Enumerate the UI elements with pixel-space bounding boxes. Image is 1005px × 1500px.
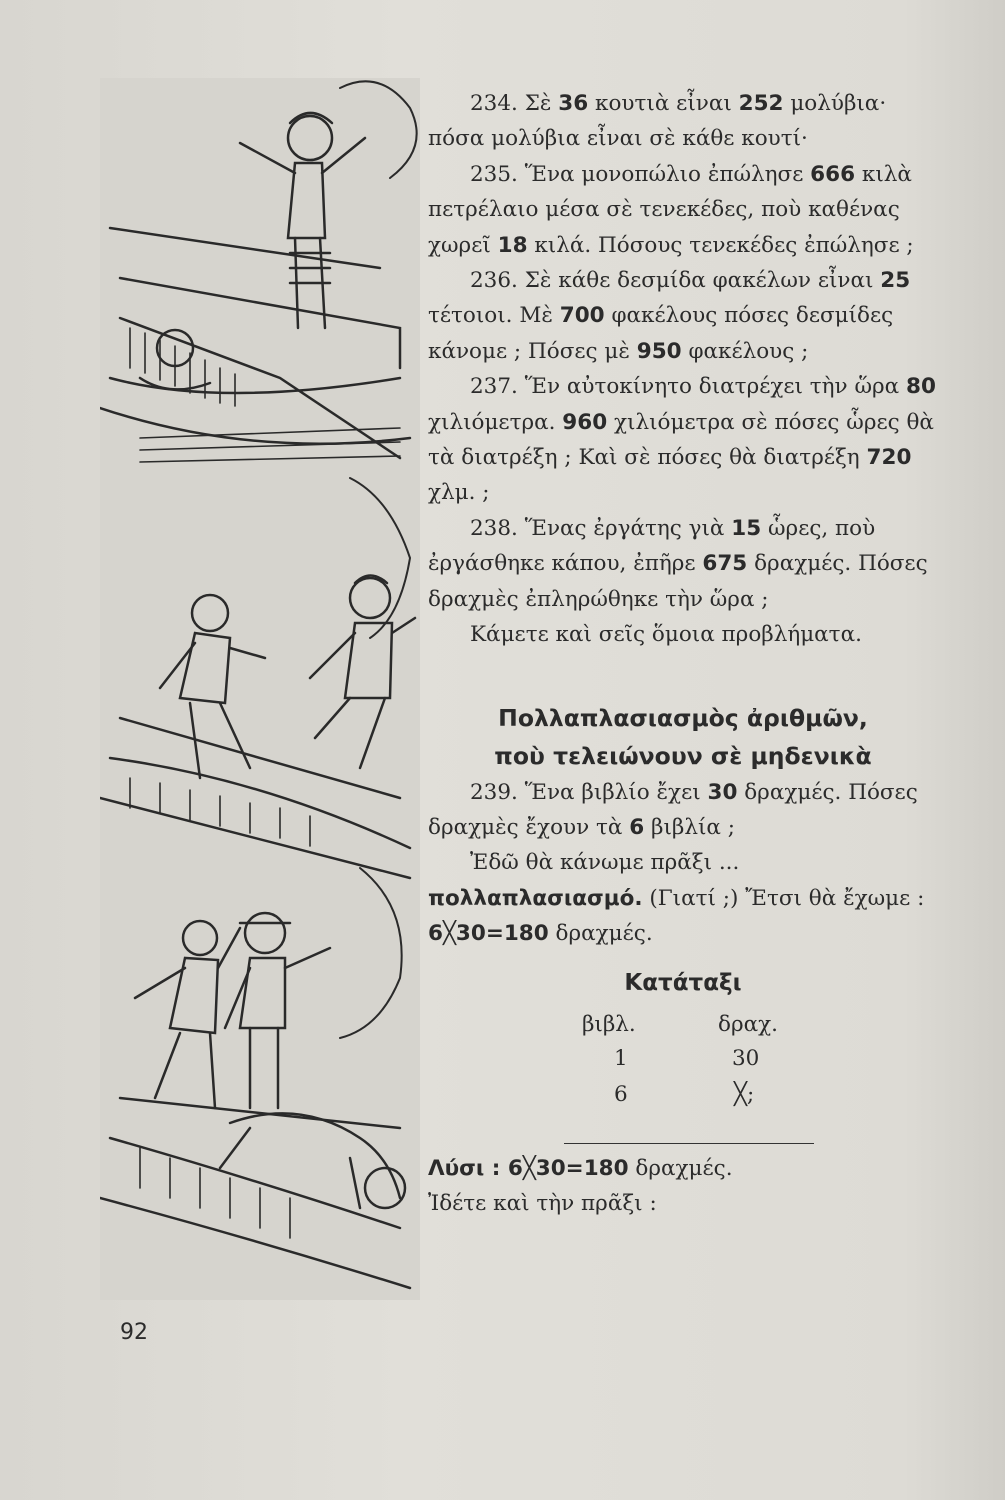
problem-239: 239. Ἕνα βιβλίο ἔχει 30 δραχμές. Πόσες δραχμὲς ἔχουν τὰ 6 βιβλία ; [428,779,918,840]
cell: 6 [614,1081,628,1107]
problem-237: 237. Ἕν αὐτοκίνητο διατρέχει τὴν ὥρα 80 χιλιόμετρα. 960 χιλιόμετρα σὲ πόσες ὧρες θὰ τὰ διατρέξη ; Καὶ σὲ πόσες θὰ διατρέξη 720 χλμ. ; [428,374,936,506]
kataxi-table [428,1007,938,1151]
cell: 1 [614,1045,628,1071]
problem-238: 238. Ἕνας ἐργάτης γιὰ 15 ὧρες, ποὺ ἐργάσθηκε κάπου, ἐπῆρε 675 δραχμές. Πόσες δραχμὲς ἐπληρώθηκε τὴν ὥρα ; [428,515,928,612]
page-number: 92 [120,1320,148,1345]
section-heading: Πολλαπλασιασμὸς ἀριθμῶν, ποὺ τελειώνουν σὲ μηδενικὰ [494,703,872,770]
see-operation: Ἰδέτε καὶ τὴν πρᾶξι : [428,1191,657,1217]
operation-line: Ἐδῶ θὰ κάνωμε πρᾶξι ... πολλαπλασιασμό. (Γιατί ;) Ἔτσι θὰ ἔχωμε : [428,850,925,911]
equation: 6╳30=180 δραχμές. [428,921,653,947]
illustration-children-playing-by-stream [100,78,420,1300]
solution-line: Λύσι : 6╳30=180 δραχμές. [428,1155,733,1181]
problem-235: 235. Ἕνα μονοπώλιο ἐπώλησε 666 κιλὰ πετρέλαιο μέσα σὲ τενεκέδες, ποὺ καθένας χωρεῖ 18 κιλά. Πόσους τενεκέδες ἐπώλησε ; [428,161,914,258]
kataxi-title: Κατάταξι [624,969,742,996]
cell: 30 [732,1045,760,1071]
text-column [428,86,938,1222]
table-rule [564,1143,814,1144]
cell: ╳; [734,1081,755,1107]
problem-234: 234. Σὲ 36 κουτιὰ εἶναι 252 μολύβια· πόσα μολύβια εἶναι σὲ κάθε κουτί· [428,91,887,152]
col-header-books: βιβλ. [582,1011,636,1037]
problem-236: 236. Σὲ κάθε δεσμίδα φακέλων εἶναι 25 τέτοιοι. Μὲ 700 φακέλους πόσες δεσμίδες κάνομε ; Πόσες μὲ 950 φακέλους ; [428,268,911,364]
exercise-note: Κάμετε καὶ σεῖς ὅμοια προβλήματα. [470,622,862,648]
col-header-drachmas: δραχ. [718,1011,778,1037]
